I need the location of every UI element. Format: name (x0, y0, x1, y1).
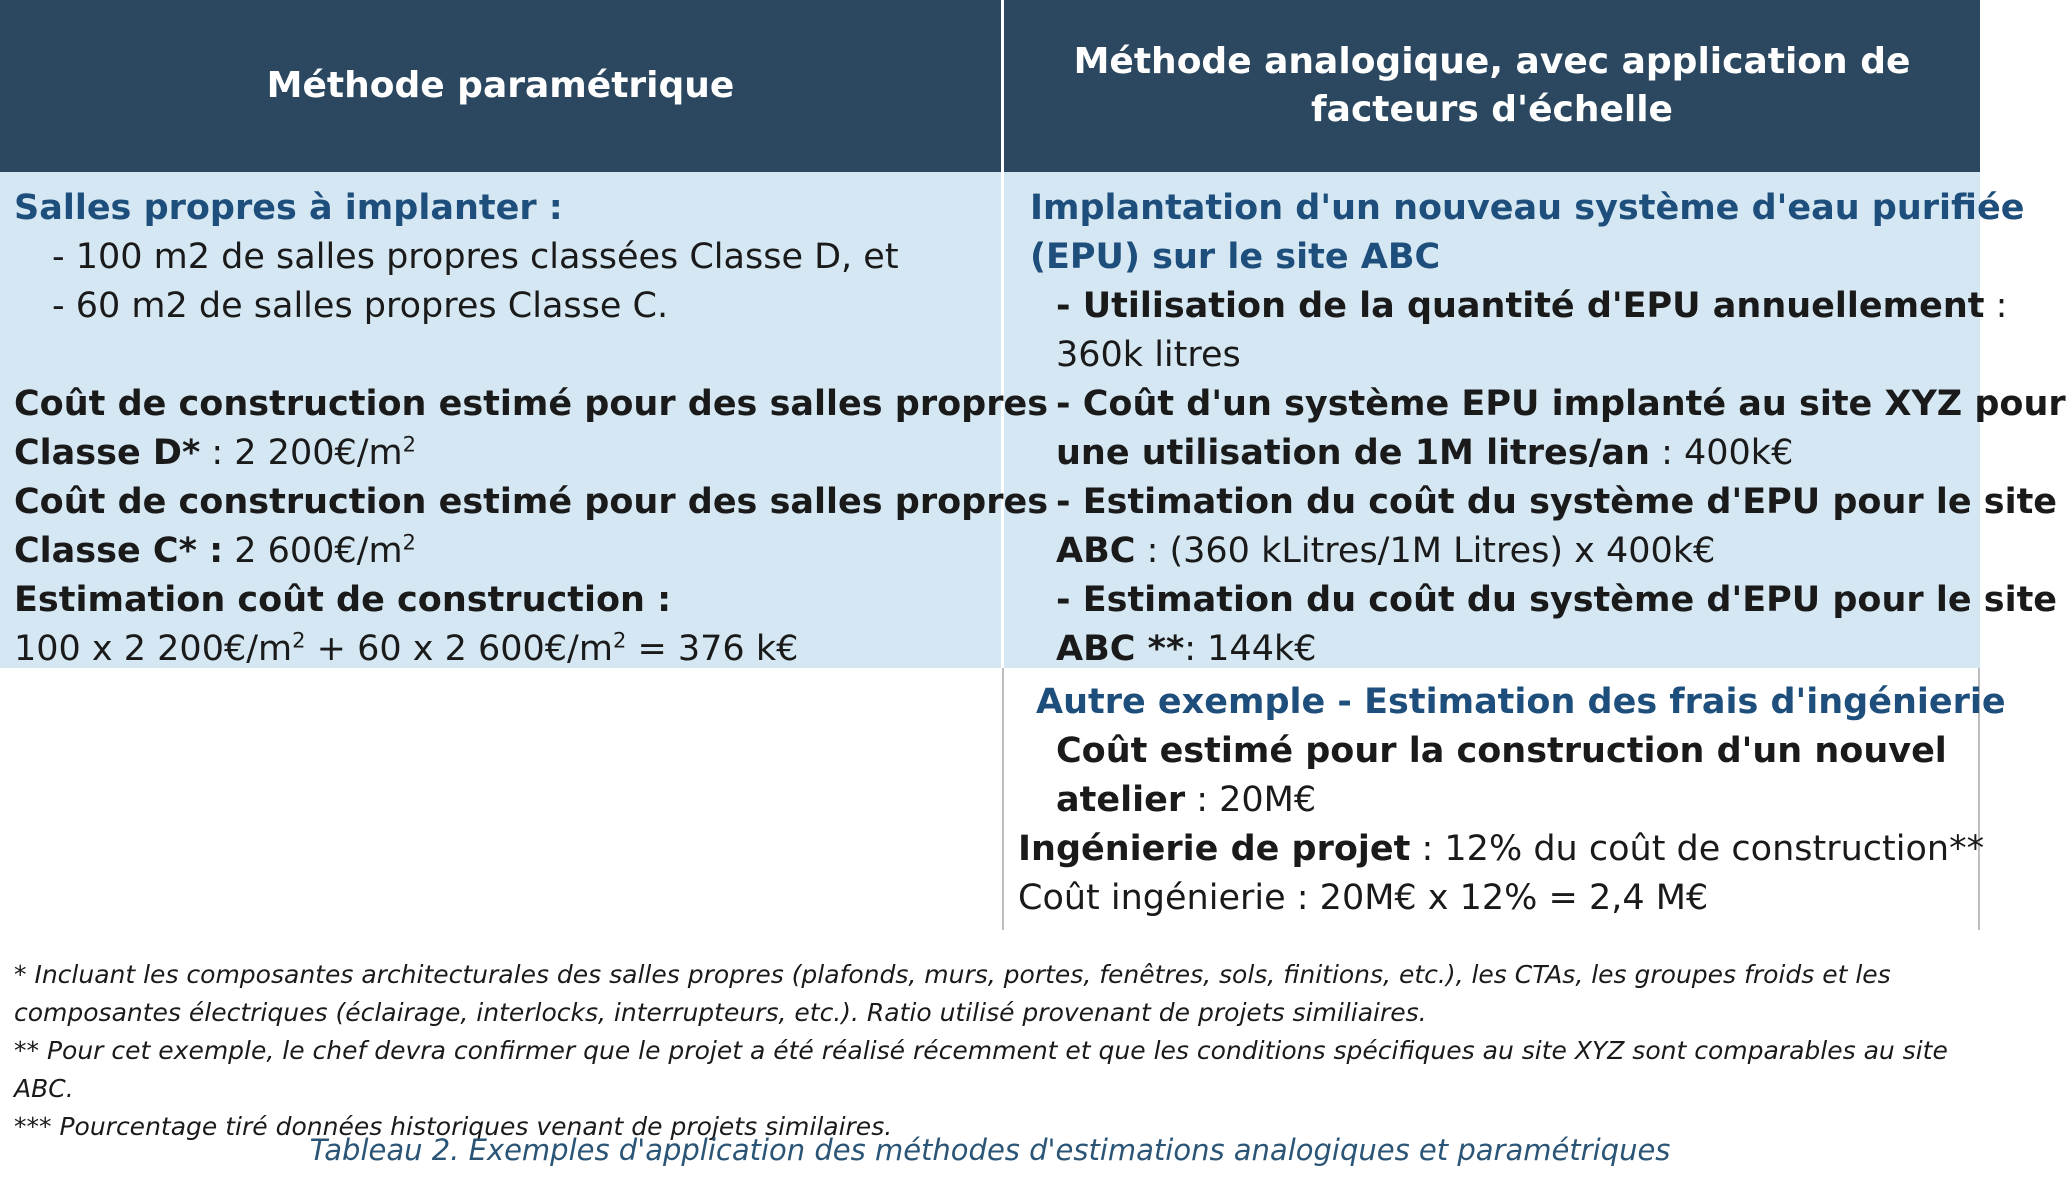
cost-c-line (14, 527, 1001, 576)
footnotes (14, 956, 1964, 1146)
epu-cost-value: : 400k€ (1649, 433, 1794, 473)
epu-cost-line (1030, 429, 1972, 478)
workshop-cost-label-2: atelier (1056, 780, 1186, 820)
formula-part-b: + 60 x 2 600€/m (305, 629, 613, 669)
header-analogic-line1: Méthode analogique, avec application de (1073, 41, 1911, 82)
workshop-cost-line (1018, 776, 1978, 825)
table-header-row (0, 0, 1980, 172)
epu-est2-value: : 144k€ (1184, 629, 1317, 669)
cost-d-value: : 2 200€/m (200, 433, 403, 473)
epu-est1-value: : (360 kLitres/1M Litres) x 400k€ (1135, 531, 1716, 571)
analogic-cell (1004, 172, 2066, 669)
formula-exponent-b: 2 (612, 628, 627, 653)
epu-cost-label-1: - Coût d'un système EPU implanté au site XYZ pour (1056, 384, 2066, 424)
engineering-cost: Coût ingénierie : 20M€ x 12% = 2,4 M€ (1018, 878, 1709, 918)
formula-exponent-a: 2 (292, 628, 306, 653)
header-analogic (1004, 0, 1980, 172)
cost-c-label-1: Coût de construction estimé pour des salles propres (14, 482, 1049, 522)
cost-c-value: 2 600€/m (223, 531, 403, 571)
engineering-cell (1004, 668, 2006, 930)
engineering-title: Autre exemple - Estimation des frais d'ingénierie (1036, 682, 2006, 722)
epu-est2-label-2: ABC ** (1056, 629, 1185, 669)
estimation-label: Estimation coût de construction : (14, 580, 672, 620)
cost-d-line (14, 429, 1001, 478)
workshop-cost-value: : 20M€ (1185, 780, 1317, 820)
epu-title-1: Implantation d'un nouveau système d'eau purifiée (1030, 188, 2025, 228)
table-caption: Tableau 2. Exemples d'application des méthodes d'estimations analogiques et paramétriques (309, 1133, 1671, 1167)
epu-usage-sep: : (1984, 286, 2008, 326)
footnote-3: *** Pourcentage tiré données historiques venant de projets similaires. (14, 1112, 893, 1141)
parametric-cell (0, 172, 1049, 669)
epu-est1-label-2: ABC (1056, 531, 1136, 571)
epu-usage-value: 360k litres (1056, 335, 1241, 375)
table-extra-row (0, 668, 2006, 930)
table-body-row (0, 172, 2066, 669)
epu-est1-line (1030, 527, 1972, 576)
cleanroom-item-d: - 100 m2 de salles propres classées Classe D, et (52, 237, 899, 277)
footnote-2: ** Pour cet exemple, le chef devra confirmer que le projet a été réalisé récemment et que les conditions spécifiques au site XYZ sont comparables au site ABC. (14, 1036, 1948, 1103)
cost-d-unit-exponent: 2 (402, 432, 417, 457)
cost-c-unit-exponent: 2 (402, 530, 416, 555)
extra-empty-cell (0, 668, 1004, 930)
estimation-formula (14, 625, 1001, 674)
engineering-line (1018, 825, 1985, 874)
epu-est1-label-1: - Estimation du coût du système d'EPU pour le site (1056, 482, 2058, 522)
cleanroom-item-c: - 60 m2 de salles propres Classe C. (52, 286, 669, 326)
header-parametric-label: Méthode paramétrique (266, 65, 735, 106)
footnote-1b: composantes électriques (éclairage, interlocks, interrupteurs, etc.). Ratio utilisé provenant de projets similiaires. (14, 998, 1427, 1027)
header-parametric (0, 0, 1004, 172)
epu-title-2: (EPU) sur le site ABC (1030, 237, 1441, 277)
engineering-value: : 12% du coût de construction** (1410, 829, 1985, 869)
epu-est2-label-1: - Estimation du coût du système d'EPU pour le site (1056, 580, 2058, 620)
cleanroom-title: Salles propres à implanter : (14, 188, 563, 228)
cost-d-label-1: Coût de construction estimé pour des salles propres (14, 384, 1049, 424)
cost-c-label-2: Classe C* : (14, 531, 224, 571)
epu-usage-label: - Utilisation de la quantité d'EPU annuellement (1056, 286, 1985, 326)
epu-usage-line (1030, 282, 2008, 331)
workshop-cost-label-1: Coût estimé pour la construction d'un nouvel (1056, 731, 1947, 771)
epu-est2-line (1030, 625, 1972, 674)
header-analogic-line2: facteurs d'échelle (1311, 89, 1673, 130)
formula-part-a: 100 x 2 200€/m (14, 629, 293, 669)
epu-cost-label-2: une utilisation de 1M litres/an (1056, 433, 1650, 473)
cost-d-label-2: Classe D* (14, 433, 201, 473)
footnote-1a: * Incluant les composantes architecturales des salles propres (plafonds, murs, portes, fenêtres, sols, finitions, etc.), les CTAs, les groupes froids et les (14, 960, 1891, 989)
formula-part-c: = 376 k€ (626, 629, 799, 669)
engineering-label: Ingénierie de projet (1018, 829, 1411, 869)
